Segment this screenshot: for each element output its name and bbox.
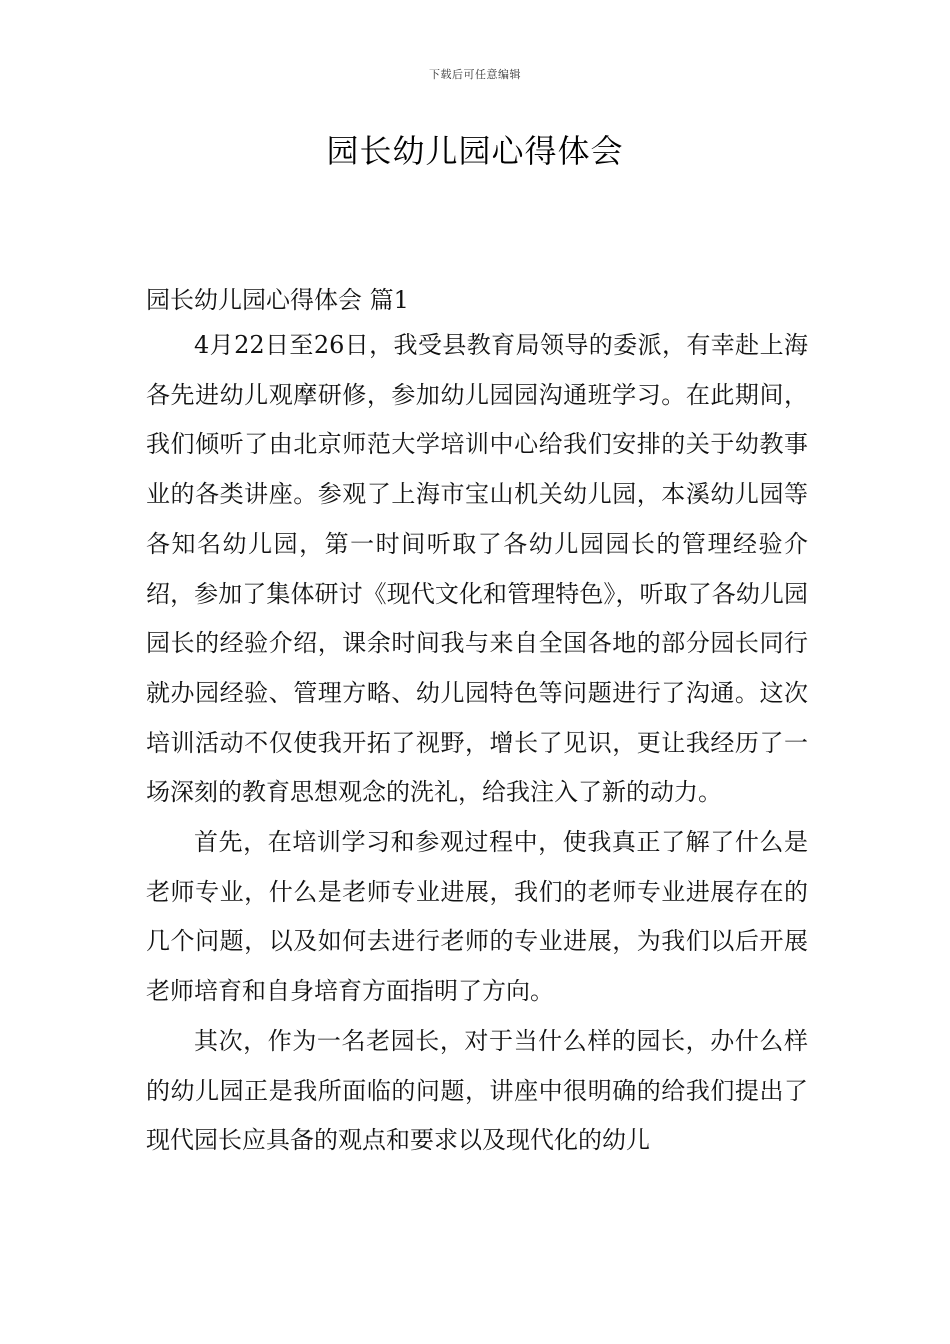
document-body	[146, 280, 808, 1166]
body-paragraph-2: 首先，在培训学习和参观过程中，使我真正了解了什么是老师专业，什么是老师专业进展，我们的老师专业进展存在的几个问题，以及如何去进行老师的专业进展，为我们以后开展老师培育和自身培育方面指明了方向。	[146, 828, 808, 1006]
body-paragraph-3: 其次，作为一名老园长，对于当什么样的园长，办什么样的幼儿园正是我所面临的问题，讲座中很明确的给我们提出了现代园长应具备的观点和要求以及现代化的幼儿	[146, 1026, 808, 1155]
header-note: 下载后可任意编辑	[429, 68, 521, 81]
body-paragraph-1: 4月22日至26日，我受县教育局领导的委派，有幸赴上海各先进幼儿观摩研修，参加幼儿园园沟通班学习。在此期间，我们倾听了由北京师范大学培训中心给我们安排的关于幼教事业的各类讲座。参观了上海市宝山机关幼儿园，本溪幼儿园等各知名幼儿园，第一时间听取了各幼儿园园长的管理经验介绍，参加了集体研讨《现代文化和管理特色》，听取了各幼儿园园长的经验介绍，课余时间我与来自全国各地的部分园长同行就办园经验、管理方略、幼儿园特色等问题进行了沟通。这次培训活动不仅使我开拓了视野，增长了见识，更让我经历了一场深刻的教育思想观念的洗礼，给我注入了新的动力。	[146, 331, 808, 807]
document-title: 园长幼儿园心得体会	[326, 132, 624, 170]
section-heading: 园长幼儿园心得体会 篇1	[146, 286, 409, 314]
